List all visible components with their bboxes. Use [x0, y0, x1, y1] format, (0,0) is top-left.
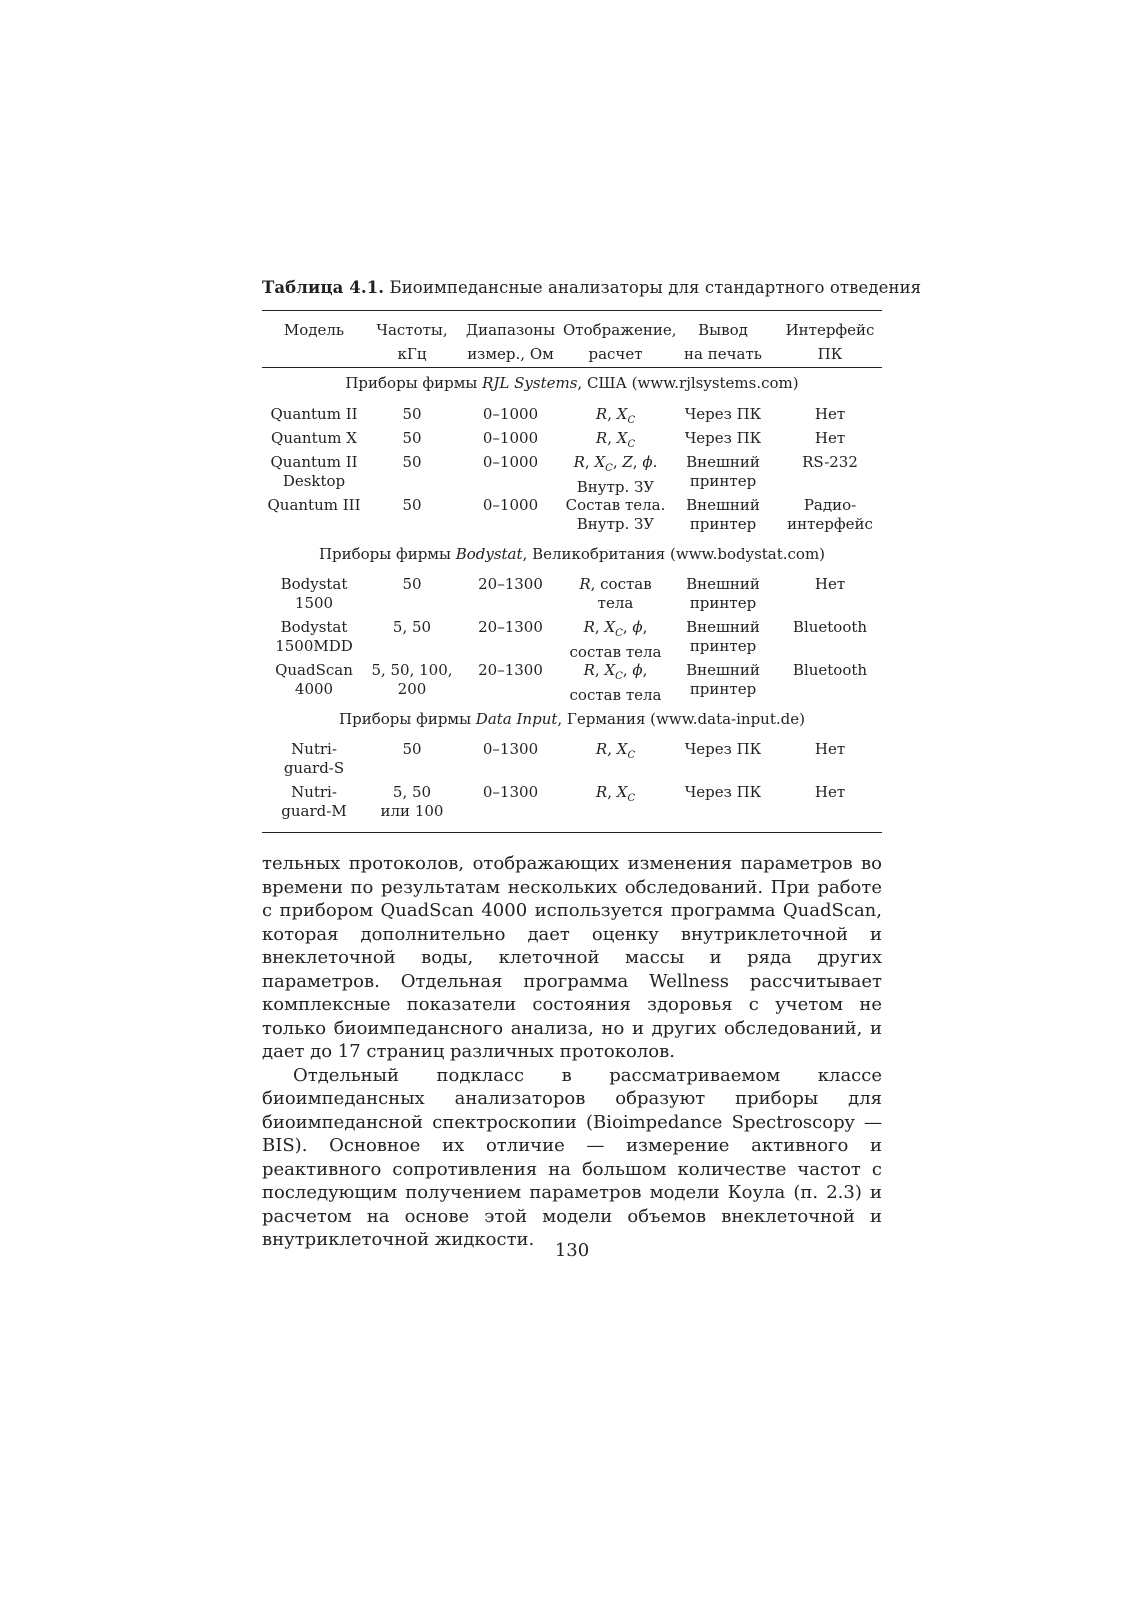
- table-cell-line: Quantum II: [270, 405, 358, 423]
- table-cell: [668, 429, 778, 448]
- table-caption-text: Биоимпедансные анализаторы для стандартного отведения: [389, 278, 922, 297]
- table-cell-line: принтер: [689, 594, 757, 612]
- table-cell-line: 50: [402, 575, 422, 593]
- table-caption-label: Таблица 4.1.: [262, 278, 385, 297]
- table-cell-line: Нет: [814, 405, 846, 423]
- table-cell-line: guard-S: [283, 759, 345, 777]
- column-header-line: на печать: [684, 345, 762, 363]
- table-cell: [458, 783, 563, 802]
- table-cell-line: Nutri-: [291, 783, 337, 801]
- page-number: 130: [554, 1240, 590, 1261]
- table-cell: [778, 740, 882, 759]
- table-cell-line: 5, 50, 100,: [371, 661, 453, 679]
- table-cell: [778, 618, 882, 637]
- group-heading-company: Data Input: [475, 710, 558, 728]
- table-cell-line: принтер: [689, 680, 757, 698]
- table-cell: [366, 405, 458, 424]
- paragraph: тельных протоколов, отображающих изменения параметров во времени по результатам нескольких обследований. При работе с прибором QuadScan 4000 используется программа QuadScan, которая дополнительно дает оценку внутриклеточной и внеклеточной воды, клеточной массы и ряда других параметров. Отдельная программа Wellness рассчитывает комплексные показатели состояния здоровья с учетом не только биоимпедансного анализа, но и других обследований, и дает до 17 страниц различных протоколов.: [262, 853, 882, 1062]
- table-top-rule: [262, 310, 882, 311]
- table-cell: [458, 429, 563, 448]
- table-cell-line: Внешний: [686, 496, 760, 514]
- table-cell-line: Quantum II: [270, 453, 358, 471]
- table-cell-line: Через ПК: [684, 405, 762, 423]
- table-cell-line: 0–1300: [482, 740, 539, 758]
- column-header-line: кГц: [397, 345, 427, 363]
- table-cell: [563, 618, 668, 662]
- table-caption: [262, 278, 922, 297]
- table-cell-line: 0–1000: [482, 496, 539, 514]
- table-cell-line: Quantum X: [271, 429, 357, 447]
- table-cell-line: 0–1300: [482, 783, 539, 801]
- table-cell-line: 20–1300: [478, 661, 543, 679]
- table-group-heading: [262, 545, 882, 564]
- table-cell: [563, 496, 668, 534]
- group-heading-suffix: , Великобритания (www.bodystat.com): [522, 545, 826, 563]
- table-cell-line: 50: [402, 740, 422, 758]
- table-cell: [262, 740, 366, 778]
- table-cell: [262, 783, 366, 821]
- table-cell-line: принтер: [689, 637, 757, 655]
- table-cell-line: 1500MDD: [275, 637, 353, 655]
- table-cell-line: Внешний: [686, 618, 760, 636]
- group-heading-suffix: , США (www.rjlsystems.com): [577, 374, 799, 392]
- table-cell: [262, 496, 366, 515]
- table-cell-line: R, $X_C$: [595, 405, 636, 426]
- table-cell: [366, 740, 458, 759]
- table-cell: [262, 618, 366, 656]
- table-cell-line: Внутр. ЗУ: [576, 478, 655, 496]
- table-cell-line: R, $X_C$: [595, 429, 636, 450]
- group-heading-prefix: Приборы фирмы: [318, 545, 456, 563]
- table-cell-line: 200: [397, 680, 427, 698]
- column-header-line: Диапазоны: [465, 321, 556, 339]
- table-cell-line: Радио-: [803, 496, 857, 514]
- table-cell-line: Через ПК: [684, 783, 762, 801]
- table-cell-line: состав тела: [569, 686, 662, 704]
- table-cell: [366, 618, 458, 637]
- table-cell: [668, 575, 778, 613]
- column-header: [778, 318, 882, 366]
- table-cell-line: Desktop: [282, 472, 346, 490]
- table-cell: [458, 661, 563, 680]
- table-cell-line: Внешний: [686, 661, 760, 679]
- table-cell: [458, 740, 563, 759]
- table-cell-line: Нет: [814, 783, 846, 801]
- table-cell-line: интерфейс: [787, 515, 873, 533]
- table-cell-line: 1500: [294, 594, 334, 612]
- group-heading-prefix: Приборы фирмы: [345, 374, 483, 392]
- table-cell-line: Nutri-: [291, 740, 337, 758]
- table-cell: [668, 783, 778, 802]
- table-cell: [563, 453, 668, 497]
- table-cell: [262, 429, 366, 448]
- column-header-line: измер., Ом: [467, 345, 554, 363]
- table-cell: [563, 661, 668, 705]
- table-group-heading: [262, 710, 882, 729]
- column-header-line: ПК: [817, 345, 843, 363]
- table-cell-line: 0–1000: [482, 453, 539, 471]
- column-header: [563, 318, 677, 366]
- group-heading-company: Bodystat: [455, 545, 523, 563]
- table-cell-line: guard-M: [281, 802, 347, 820]
- table-cell: [366, 496, 458, 515]
- table-cell: [262, 405, 366, 424]
- table-cell-line: состав тела: [569, 643, 662, 661]
- table-cell: [668, 740, 778, 759]
- table-cell-line: Внешний: [686, 575, 760, 593]
- table-cell: [778, 783, 882, 802]
- column-header-line: Интерфейс: [785, 321, 875, 339]
- column-header-line: Модель: [283, 321, 345, 339]
- table-cell-line: R, $X_C$: [595, 783, 636, 804]
- column-header: [366, 318, 458, 366]
- table-cell: [778, 496, 882, 534]
- table-group-heading: [262, 374, 882, 393]
- table-cell-line: RS-232: [802, 453, 858, 471]
- column-header: [458, 318, 563, 366]
- table-cell: [458, 496, 563, 515]
- table-cell: [668, 661, 778, 699]
- table-cell-line: Bodystat: [280, 618, 348, 636]
- group-heading-company: RJL Systems: [482, 374, 578, 392]
- table-cell-line: Внутр. ЗУ: [576, 515, 655, 533]
- table-cell-line: 20–1300: [478, 575, 543, 593]
- table-cell-line: 0–1000: [482, 429, 539, 447]
- table-cell: [458, 405, 563, 424]
- table-cell: [366, 783, 458, 821]
- table-cell-line: R, $X_C$, Z, ϕ.: [573, 453, 658, 474]
- table-cell-line: 5, 50: [392, 783, 432, 801]
- table-cell: [563, 429, 668, 454]
- table-cell-line: 50: [402, 496, 422, 514]
- table-cell-line: 5, 50: [392, 618, 432, 636]
- table-cell-line: R, $X_C$, ϕ,: [583, 661, 648, 682]
- table-cell: [563, 783, 668, 808]
- table-cell: [563, 575, 668, 613]
- table-cell-line: 20–1300: [478, 618, 543, 636]
- table-cell-line: 0–1000: [482, 405, 539, 423]
- table-cell: [458, 575, 563, 594]
- table-cell-line: Bodystat: [280, 575, 348, 593]
- table-cell: [668, 405, 778, 424]
- table-cell-line: QuadScan: [275, 661, 353, 679]
- table-cell-line: Внешний: [686, 453, 760, 471]
- table-cell-line: тела: [597, 594, 634, 612]
- table-cell-line: Нет: [814, 740, 846, 758]
- table-cell-line: Bluetooth: [792, 661, 868, 679]
- table-cell-line: Через ПК: [684, 429, 762, 447]
- table-cell-line: или 100: [380, 802, 444, 820]
- table-cell-line: 50: [402, 429, 422, 447]
- table-cell: [262, 661, 366, 699]
- table-cell: [262, 575, 366, 613]
- column-header: [668, 318, 778, 366]
- table-cell-line: R, $X_C$: [595, 740, 636, 761]
- paragraph: Отдельный подкласс в рассматриваемом классе биоимпедансных анализаторов образуют приборы для биоимпедансной спектроскопии (Bioimpedance Spectroscopy — BIS). Основное их отличие — измерение активного и реактивного сопротивления на большом количестве частот с последующим получением параметров модели Коула (п. 2.3) и расчетом на основе этой модели объемов внеклеточной и внутриклеточной жидкости.: [262, 1064, 882, 1250]
- table-cell: [366, 575, 458, 594]
- table-cell: [563, 740, 668, 765]
- column-header-line: Отображение,: [563, 321, 677, 339]
- table-cell-line: 50: [402, 453, 422, 471]
- table-cell: [366, 429, 458, 448]
- table-cell: [458, 453, 563, 472]
- table-header-rule: [262, 367, 882, 368]
- table-cell: [668, 453, 778, 491]
- table-cell: [668, 496, 778, 534]
- group-heading-prefix: Приборы фирмы: [339, 710, 476, 728]
- table-cell: [778, 575, 882, 594]
- column-header-line: Частоты,: [376, 321, 448, 339]
- table-cell: [778, 453, 882, 472]
- table-cell: [366, 661, 458, 699]
- table-cell-line: Нет: [814, 429, 846, 447]
- table-cell: [778, 661, 882, 680]
- table-cell: [668, 618, 778, 656]
- table-cell-line: R, состав: [579, 575, 652, 593]
- table-cell-line: принтер: [689, 515, 757, 533]
- table-cell-line: Состав тела.: [565, 496, 666, 514]
- table-cell: [778, 405, 882, 424]
- table-cell: [366, 453, 458, 472]
- table-cell-line: Через ПК: [684, 740, 762, 758]
- table-cell: [458, 618, 563, 637]
- table-cell-line: принтер: [689, 472, 757, 490]
- table-cell-line: R, $X_C$, ϕ,: [583, 618, 648, 639]
- column-header-line: Вывод: [698, 321, 748, 339]
- table-cell-line: 50: [402, 405, 422, 423]
- column-header: [262, 318, 366, 342]
- table-cell-line: Quantum III: [267, 496, 361, 514]
- table-bottom-rule: [262, 832, 882, 833]
- table-cell-line: 4000: [294, 680, 334, 698]
- table-cell: [563, 405, 668, 430]
- body-text: [262, 852, 882, 1252]
- column-header-line: расчет: [588, 345, 643, 363]
- table-cell-line: Bluetooth: [792, 618, 868, 636]
- group-heading-suffix: , Германия (www.data-input.de): [557, 710, 805, 728]
- table-cell: [262, 453, 366, 491]
- table-cell-line: Нет: [814, 575, 846, 593]
- table-cell: [778, 429, 882, 448]
